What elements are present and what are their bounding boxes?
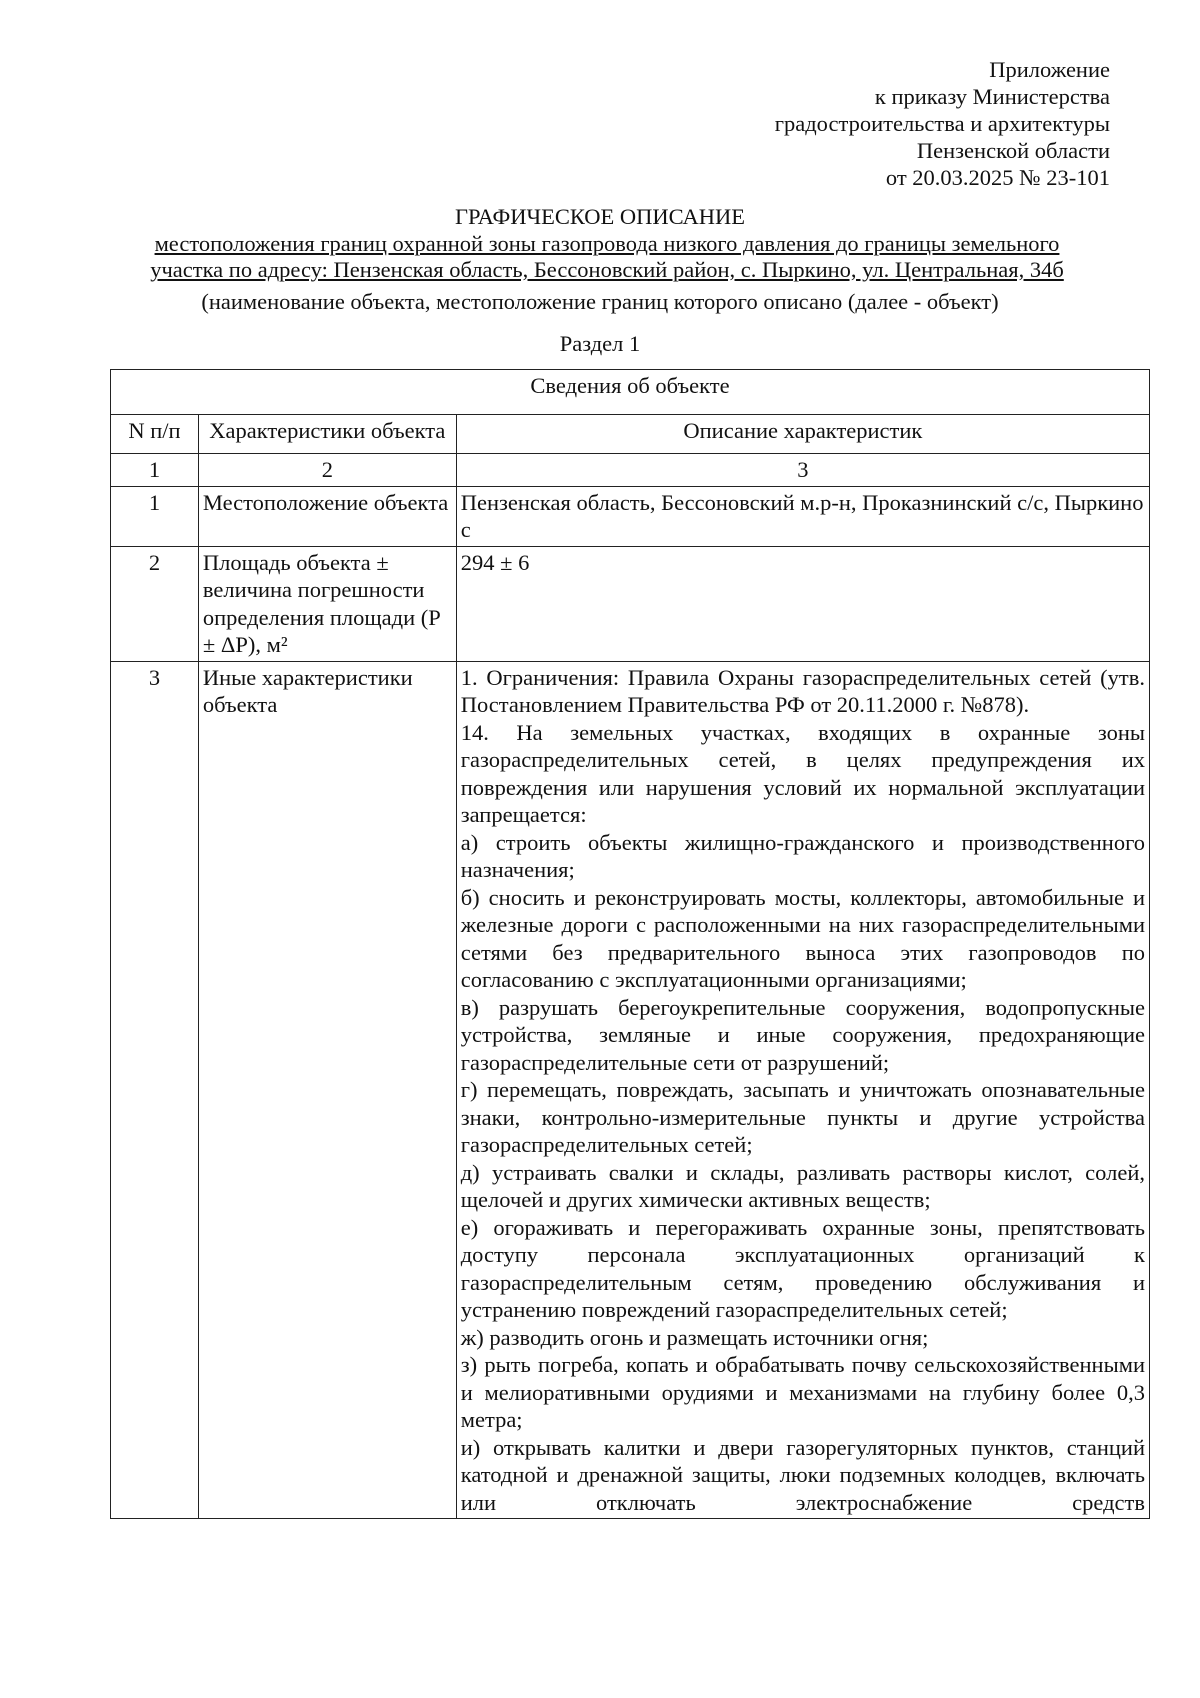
- appendix-line: градостроительства и архитектуры: [774, 111, 1110, 136]
- restriction-paragraph: 14. На земельных участках, входящих в охранные зоны газораспределительных сетей, в целях предупреждения их повреждения или нарушения условий их нормальной эксплуатации запрещается:: [460, 719, 1145, 827]
- document-title: ГРАФИЧЕСКОЕ ОПИСАНИЕ: [454, 204, 746, 229]
- column-number: 3: [456, 454, 1149, 487]
- column-header: Описание характеристик: [456, 415, 1149, 454]
- column-number: 1: [111, 454, 199, 487]
- restriction-paragraph: 1. Ограничения: Правила Охраны газораспределительных сетей (утв. Постановлением Правительства РФ от 20.11.2000 г. №878).: [460, 664, 1145, 717]
- appendix-block: [775, 56, 1110, 191]
- table-header-row: [111, 415, 1150, 454]
- column-header: N п/п: [111, 415, 199, 454]
- restriction-item: ж) разводить огонь и размещать источники огня;: [460, 1324, 929, 1350]
- document-caption: (наименование объекта, местоположение границ которого описано (далее - объект): [201, 289, 999, 314]
- appendix-line: Приложение: [989, 57, 1110, 82]
- section-title: Раздел 1: [559, 331, 641, 356]
- table-row: [111, 661, 1150, 1519]
- appendix-line: к приказу Министерства: [874, 84, 1110, 109]
- row-number: 2: [111, 546, 199, 661]
- table-row: [111, 546, 1150, 661]
- row-number: 3: [111, 661, 199, 1519]
- restriction-item: е) огораживать и перегораживать охранные зоны, препятствовать доступу персонала эксплуатационных организаций к газораспределительным сетям, проведению обслуживания и устранению повреждений газораспределительных сетей;: [460, 1214, 1145, 1322]
- restriction-item: б) сносить и реконструировать мосты, коллекторы, автомобильные и железные дороги с расположенными на них газораспределительными сетями без предварительного выноса этих газопроводов по согласованию с эксплуатационными организациями;: [460, 884, 1145, 992]
- appendix-date-line: от 20.03.2025 № 23-101: [885, 165, 1110, 190]
- column-number-row: [111, 454, 1150, 487]
- restriction-item: з) рыть погреба, копать и обрабатывать почву сельскохозяйственными и мелиоративными орудиями и механизмами на глубину более 0,3 метра;: [460, 1352, 1145, 1432]
- row-characteristic: Площадь объекта ± величина погрешности определения площади (P ± ΔP), м²: [198, 546, 456, 661]
- row-characteristic: Местоположение объекта: [198, 486, 456, 546]
- row-description: Пензенская область, Бессоновский м.р-н, Проказнинский с/с, Пыркино с: [456, 486, 1149, 546]
- row-characteristic: Иные характеристики объекта: [198, 661, 456, 1519]
- table-heading-row: [111, 370, 1150, 415]
- restriction-item: а) строить объекты жилищно-гражданского и производственного назначения;: [460, 829, 1145, 882]
- row-description: 294 ± 6: [456, 546, 1149, 661]
- table-row: [111, 486, 1150, 546]
- row-description: [456, 661, 1149, 1519]
- table-heading: Сведения об объекте: [111, 370, 1150, 415]
- column-number: 2: [198, 454, 456, 487]
- restriction-item: и) открывать калитки и двери газорегуляторных пунктов, станций катодной и дренажной защиты, люки подземных колодцев, включать или отключать электроснабжение средств: [460, 1434, 1145, 1515]
- appendix-line: Пензенской области: [916, 138, 1110, 163]
- column-header: Характеристики объекта: [198, 415, 456, 454]
- object-info-table: [110, 369, 1150, 1519]
- document-subtitle: местоположения границ охранной зоны газопровода низкого давления до границы земельного участка по адресу: Пензенская область, Бессоновский район, с. Пыркино, ул. Центральная, 34б: [150, 231, 1064, 282]
- row-number: 1: [111, 486, 199, 546]
- restriction-item: в) разрушать берегоукрепительные сооружения, водопропускные устройства, земляные и иные сооружения, предохраняющие газораспределительные сети от разрушений;: [460, 994, 1145, 1075]
- restriction-item: г) перемещать, повреждать, засыпать и уничтожать опознавательные знаки, контрольно-измерительные пункты и другие устройства газораспределительных сетей;: [460, 1077, 1145, 1157]
- restriction-item: д) устраивать свалки и склады, разливать растворы кислот, солей, щелочей и других химически активных веществ;: [460, 1159, 1145, 1212]
